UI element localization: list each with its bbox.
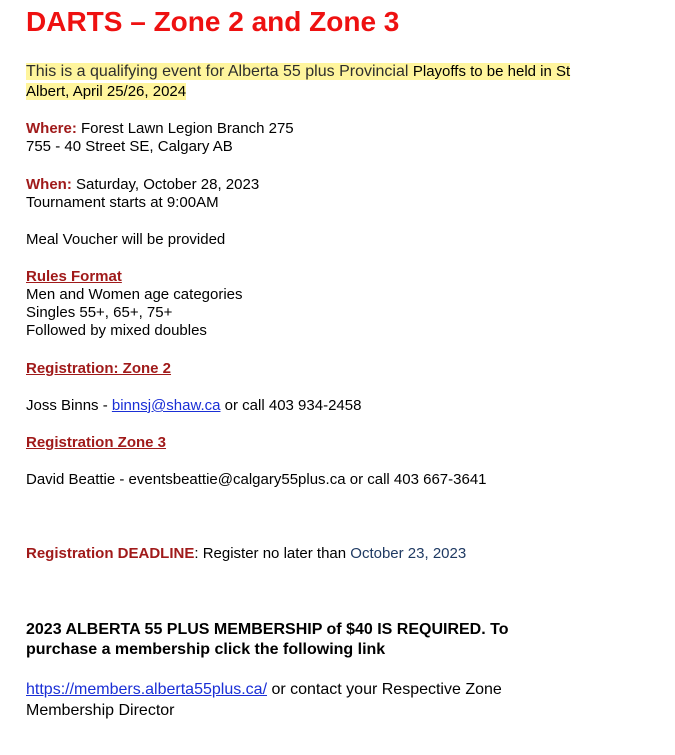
qualifying-text-1: This is a qualifying event for Alberta 55 plus Provincial (26, 63, 413, 80)
zone2-heading: Registration: Zone 2 (26, 360, 172, 377)
page-title: DARTS – Zone 2 and Zone 3 (26, 6, 400, 37)
zone3-heading: Registration Zone 3 (26, 434, 167, 451)
when-line-2: Tournament starts at 9:00AM (26, 194, 219, 211)
qualifying-notice (26, 62, 570, 102)
where-line-2: 755 - 40 Street SE, Calgary AB (26, 138, 233, 155)
zone2-name: Joss Binns - (26, 397, 112, 414)
zone2-email-link[interactable]: binnsj@shaw.ca (111, 397, 221, 414)
meal-voucher-text: Meal Voucher will be provided (26, 231, 226, 248)
membership-notice (26, 620, 508, 660)
when-section (26, 176, 259, 212)
deadline-date: October 23, 2023 (350, 545, 467, 562)
rules-line: Singles 55+, 65+, 75+ (26, 304, 173, 321)
rules-heading: Rules Format (26, 268, 122, 285)
where-label: Where: (26, 120, 77, 137)
membership-link[interactable]: https://members.alberta55plus.ca/ (26, 681, 268, 698)
where-line-1: Forest Lawn Legion Branch 275 (76, 120, 294, 137)
rules-line: Followed by mixed doubles (26, 322, 207, 339)
membership-line-3: Membership Director (26, 702, 175, 719)
membership-link-section (26, 679, 502, 721)
zone2-call: or call 403 934-2458 (220, 397, 362, 414)
zone2-contact (26, 397, 361, 415)
rules-line: Men and Women age categories (26, 286, 243, 303)
zone3-contact: David Beattie - eventsbeattie@calgary55plus.ca or call 403 667-3641 (26, 471, 487, 488)
when-label: When: (26, 176, 72, 193)
where-section (26, 120, 294, 156)
rules-section (26, 268, 243, 340)
membership-after: or contact your Respective Zone (267, 681, 502, 698)
membership-line-2: purchase a membership click the following link (26, 641, 386, 658)
membership-line-1: 2023 ALBERTA 55 PLUS MEMBERSHIP of $40 IS REQUIRED. To (26, 621, 509, 638)
qualifying-text-3: Albert, April 25/26, 2024 (26, 83, 187, 100)
deadline-label: Registration DEADLINE (26, 545, 195, 562)
when-line-1: Saturday, October 28, 2023 (71, 176, 260, 193)
deadline-section (26, 545, 466, 563)
qualifying-text-2: Playoffs to be held in St (412, 63, 571, 80)
deadline-text: : Register no later than (194, 545, 351, 562)
